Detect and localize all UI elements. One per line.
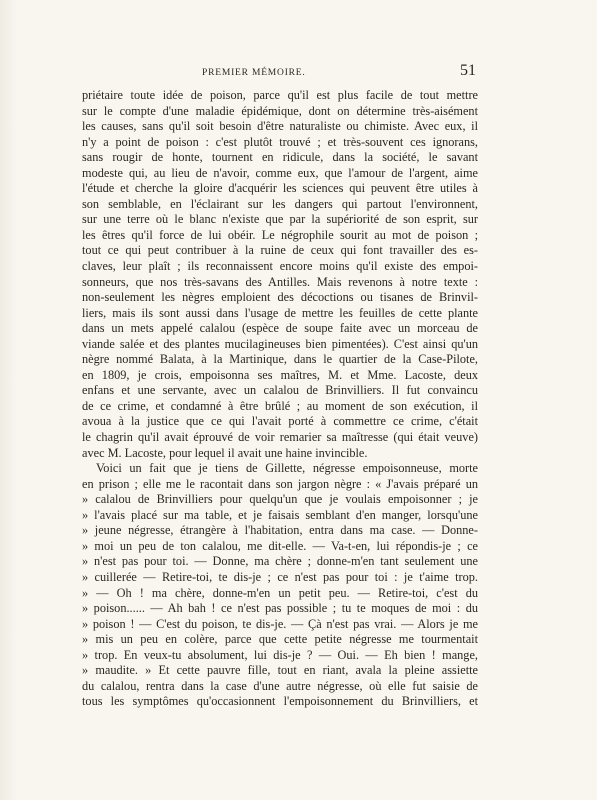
text-line: » jeune négresse, étrangère à l'habitation, entra dans ma case. — Donne- (82, 523, 478, 538)
text-line: avec M. Lacoste, pour lequel il avait une haine invincible. (82, 445, 368, 460)
page-number: 51 (460, 62, 476, 79)
text-line: le chagrin qu'il avait éprouvé de voir remarier sa maîtresse (qui était veuve) (82, 430, 478, 445)
text-line: sonneurs, que nos très-savans des Antilles. Mais revenons à notre texte : (82, 274, 478, 289)
text-line: nègre nommé Balata, à la Martinique, dans le quartier de la Case-Pilote, (82, 352, 478, 367)
text-line: les êtres qu'il force de lui obéir. Le négrophile sourit au mot de poison ; (82, 227, 478, 242)
text-line: du calalou, rentra dans la case d'une autre négresse, où elle fut saisie de (82, 678, 478, 693)
text-line: » poison...... — Ah bah ! ce n'est pas possible ; tu te moques de moi : du (82, 601, 478, 616)
text-line: » mis un peu en colère, parce que cette petite négresse me tourmentait (82, 632, 478, 647)
text-line: liers, mais ils sont aussi dans l'usage de mettre les feuilles de cette plante (82, 305, 478, 320)
text-line: avoua à la justice que ce qui l'avait porté à commettre ce crime, c'était (82, 414, 478, 429)
page-header (82, 64, 476, 84)
text-line: enfans et une servante, avec un calalou de Brinvilliers. Il fut convaincu (82, 383, 478, 398)
text-line: n'y a point de poison : c'est plutôt trouvé ; et très-souvent ces ignorans, (82, 134, 478, 149)
text-line: » maudite. » Et cette pauvre fille, tout en riant, avala la pleine assiette (82, 663, 478, 678)
text-line: l'étude et cherche la gloire d'acquérir les sciences qui peuvent être utiles à (82, 181, 478, 196)
text-line: » l'avais placé sur ma table, et je faisais semblant d'en manger, lorsqu'une (82, 507, 478, 522)
text-line: » moi un peu de ton calalou, me dit-elle. — Va-t-en, lui répondis-je ; ce (82, 538, 478, 553)
running-head: PREMIER MÉMOIRE. (202, 68, 306, 78)
text-line: en 1809, je crois, empoisonna ses maîtres, M. et Mme. Lacoste, deux (82, 367, 478, 382)
text-line: tout ce qui peut contribuer à la ruine de ceux qui font travailler des es- (82, 243, 478, 258)
text-line: non-seulement les nègres emploient des décoctions ou tisanes de Brinvil- (82, 290, 478, 305)
text-line: sur une terre où le blanc n'existe que par la supériorité de son esprit, sur (82, 212, 478, 227)
text-line: » — Oh ! ma chère, donne-m'en un petit peu. — Retire-toi, c'est du (82, 585, 478, 600)
text-line: » poison ! — C'est du poison, te dis-je. — Çà n'est pas vrai. — Alors je me (82, 616, 478, 631)
text-line: » trop. En veux-tu absolument, lui dis-je ? — Oui. — Eh bien ! mange, (82, 647, 478, 662)
text-line: Voici un fait que je tiens de Gillette, négresse empoisonneuse, morte (96, 461, 478, 476)
text-line: sans rougir de honte, tournent en ridicule, dans la société, le savant (82, 150, 478, 165)
text-line: sur le compte d'une maladie épidémique, dont on détermine très-aisément (82, 103, 478, 118)
text-line: » calalou de Brinvilliers pour quelqu'un que je voulais empoisonner ; je (82, 492, 478, 507)
text-line: viande salée et des plantes mucilagineuses bien pimentées). C'est ainsi qu'un (82, 336, 478, 351)
text-line: son semblable, en l'éclairant sur les dangers qui partout l'environnent, (82, 196, 478, 211)
text-line: en prison ; elle me le racontait dans son jargon nègre : « J'avais préparé un (82, 476, 478, 491)
text-line: de ce crime, et condamné à être brûlé ; au moment de son exécution, il (82, 398, 478, 413)
text-line: tous les symptômes qu'occasionnent l'empoisonnement du Brinvilliers, et (82, 694, 478, 709)
body-text (82, 88, 478, 710)
text-line: dans un mets appelé calalou (espèce de soupe faite avec un morceau de (82, 321, 478, 336)
text-line: » cuillerée — Retire-toi, te dis-je ; ce n'est pas pour toi : je t'aime trop. (82, 569, 478, 584)
text-line: modeste qui, au lieu de n'avoir, comme eux, que l'amour de l'argent, aime (82, 165, 478, 180)
text-line: » n'est pas pour toi. — Donne, ma chère ; donne-m'en tant seulement une (82, 554, 478, 569)
text-line: les causes, sans qu'il soit besoin d'être naturaliste ou chimiste. Avec eux, il (82, 119, 478, 134)
text-line: claves, leur plaît ; ils reconnaissent encore moins qu'il existe des empoi- (82, 259, 478, 274)
text-line: priétaire toute idée de poison, parce qu'il est plus facile de tout mettre (82, 88, 478, 102)
